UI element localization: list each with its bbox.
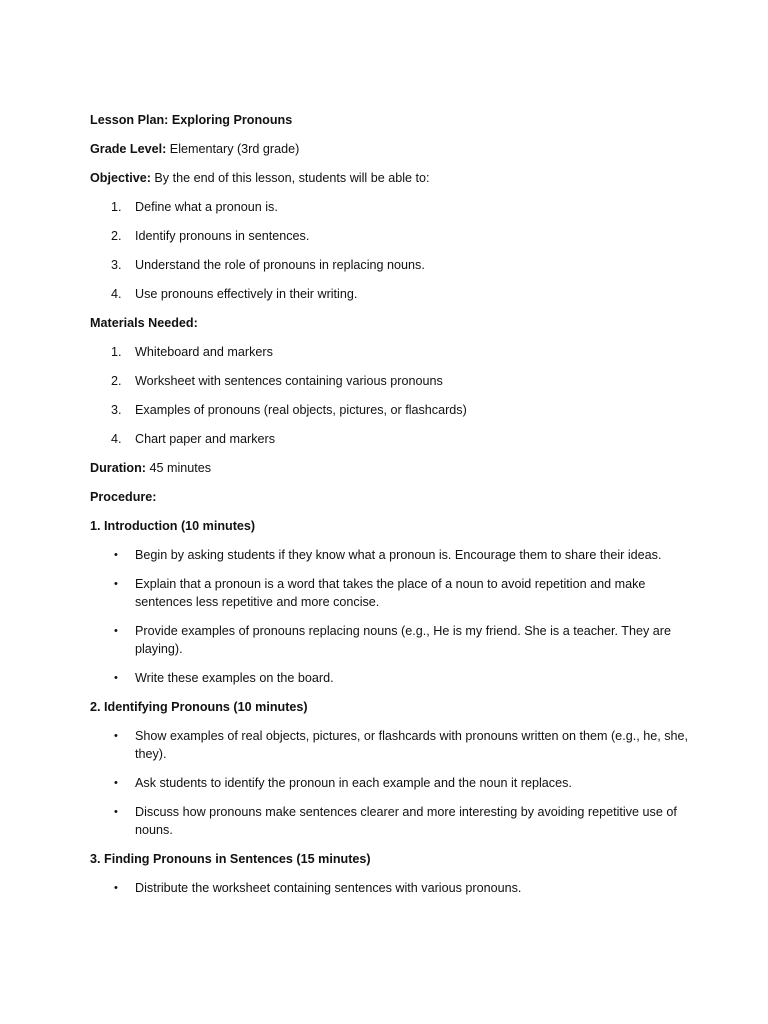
list-item	[90, 803, 690, 839]
list-item-text: Use pronouns effectively in their writing.	[135, 287, 358, 301]
grade-level-value: Elementary (3rd grade)	[166, 142, 300, 156]
list-item-text: Show examples of real objects, pictures, or flashcards with pronouns written on them (e.g., he, she, they).	[135, 729, 688, 761]
list-item-text: Distribute the worksheet containing sentences with various pronouns.	[135, 881, 522, 895]
list-number: 4.	[111, 432, 122, 446]
list-number: 2.	[111, 229, 122, 243]
bullet-icon: •	[114, 625, 118, 637]
document-body	[90, 111, 690, 908]
duration-label: Duration:	[90, 461, 146, 475]
list-item-text: Define what a pronoun is.	[135, 200, 278, 214]
list-item-text: Worksheet with sentences containing various pronouns	[135, 374, 443, 388]
bullet-icon: •	[114, 672, 118, 684]
list-number: 4.	[111, 287, 122, 301]
bullet-icon: •	[114, 730, 118, 742]
materials-heading: Materials Needed:	[90, 316, 198, 330]
bullet-icon: •	[114, 549, 118, 561]
list-item-text: Explain that a pronoun is a word that takes the place of a noun to avoid repetition and make sentences less repetitive and more concise.	[135, 577, 646, 609]
list-item-text: Whiteboard and markers	[135, 345, 273, 359]
list-item-text: Ask students to identify the pronoun in each example and the noun it replaces.	[135, 776, 572, 790]
list-item	[90, 727, 690, 763]
list-number: 1.	[111, 345, 122, 359]
list-item	[90, 401, 690, 419]
objective-value: By the end of this lesson, students will be able to:	[150, 171, 430, 185]
list-item-text: Identify pronouns in sentences.	[135, 229, 310, 243]
objective-line	[90, 169, 690, 187]
bullet-icon: •	[114, 882, 118, 894]
objective-list	[90, 198, 690, 303]
list-item	[90, 546, 690, 564]
list-item	[90, 198, 690, 216]
grade-level-line	[90, 140, 690, 158]
list-number: 2.	[111, 374, 122, 388]
list-item-text: Discuss how pronouns make sentences clearer and more interesting by avoiding repetitive use of nouns.	[135, 805, 677, 837]
duration-line	[90, 459, 690, 477]
duration-value: 45 minutes	[145, 461, 212, 475]
grade-level-label: Grade Level:	[90, 142, 167, 156]
section-heading: 1. Introduction (10 minutes)	[90, 519, 256, 533]
list-item-text: Write these examples on the board.	[135, 671, 334, 685]
list-number: 3.	[111, 403, 122, 417]
list-number: 1.	[111, 200, 122, 214]
materials-list	[90, 343, 690, 448]
list-item-text: Chart paper and markers	[135, 432, 275, 446]
bullet-list	[90, 879, 690, 897]
list-number: 3.	[111, 258, 122, 272]
list-item	[90, 227, 690, 245]
section-heading: 2. Identifying Pronouns (10 minutes)	[90, 700, 308, 714]
list-item	[90, 343, 690, 361]
list-item	[90, 256, 690, 274]
objective-label: Objective:	[90, 171, 151, 185]
bullet-icon: •	[114, 578, 118, 590]
list-item	[90, 622, 690, 658]
bullet-list	[90, 546, 690, 687]
list-item	[90, 430, 690, 448]
list-item	[90, 285, 690, 303]
bullet-icon: •	[114, 806, 118, 818]
list-item-text: Begin by asking students if they know what a pronoun is. Encourage them to share their ideas.	[135, 548, 662, 562]
procedure-heading: Procedure:	[90, 490, 157, 504]
list-item-text: Provide examples of pronouns replacing nouns (e.g., He is my friend. She is a teacher. They are playing).	[135, 624, 671, 656]
list-item	[90, 774, 690, 792]
document-title: Lesson Plan: Exploring Pronouns	[90, 113, 293, 127]
list-item	[90, 575, 690, 611]
section-heading: 3. Finding Pronouns in Sentences (15 minutes)	[90, 852, 371, 866]
list-item	[90, 372, 690, 390]
list-item	[90, 879, 690, 897]
list-item	[90, 669, 690, 687]
bullet-list	[90, 727, 690, 839]
bullet-icon: •	[114, 777, 118, 789]
list-item-text: Examples of pronouns (real objects, pictures, or flashcards)	[135, 403, 467, 417]
list-item-text: Understand the role of pronouns in replacing nouns.	[135, 258, 425, 272]
